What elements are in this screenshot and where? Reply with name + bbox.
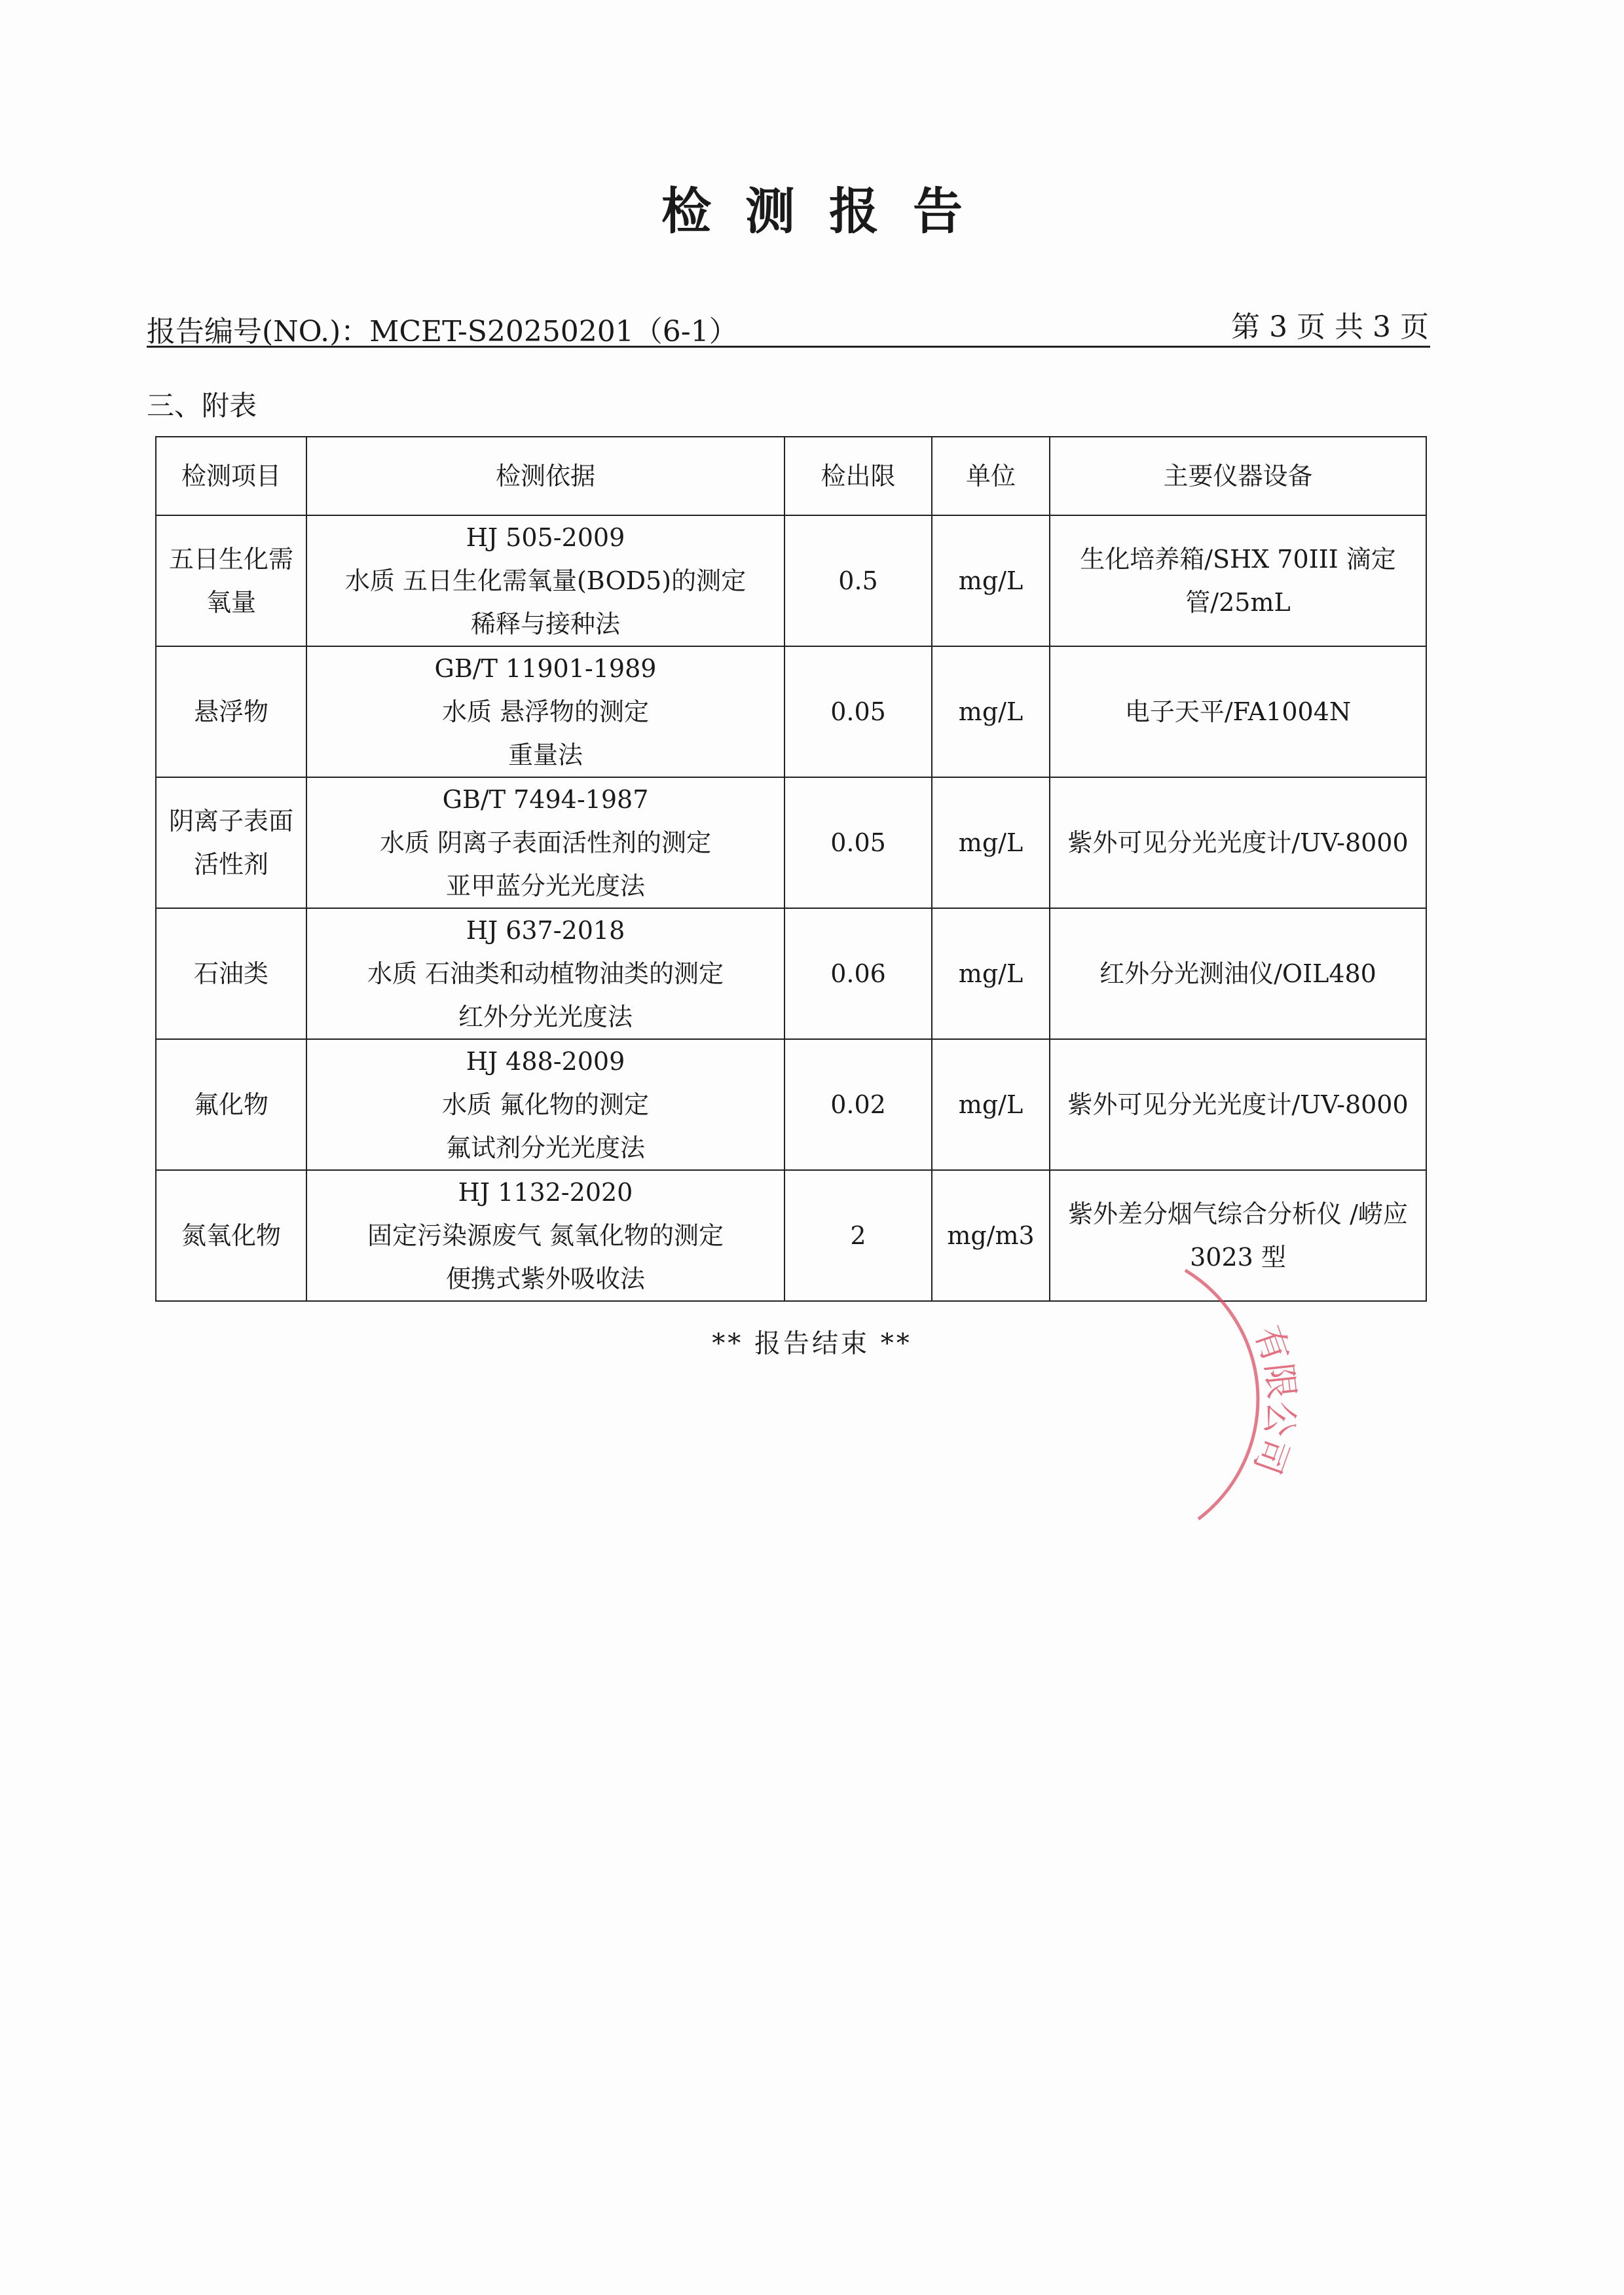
column-header: 主要仪器设备	[1050, 437, 1426, 515]
report-end-mark: ** 报告结束 **	[712, 1329, 912, 1359]
basis-line: 水质 阴离子表面活性剂的测定	[379, 828, 712, 857]
basis-line: GB/T 7494-1987	[442, 785, 649, 814]
limit-cell: 0.05	[784, 777, 932, 908]
equipment-cell: 电子天平/FA1004N	[1050, 646, 1426, 777]
equipment-cell: 紫外可见分光光度计/UV-8000	[1050, 1039, 1426, 1170]
basis-cell	[306, 515, 784, 646]
page-number: 第 3 页 共 3 页	[1231, 310, 1429, 344]
report-title: 检测报告	[661, 182, 997, 240]
basis-line: HJ 488-2009	[466, 1047, 625, 1076]
basis-cell	[306, 777, 784, 908]
unit-cell: mg/L	[932, 646, 1050, 777]
equipment-cell: 红外分光测油仪/OIL480	[1050, 908, 1426, 1039]
basis-cell	[306, 908, 784, 1039]
unit-cell: mg/L	[932, 777, 1050, 908]
basis-line: 水质 五日生化需氧量(BOD5)的测定	[344, 566, 747, 595]
basis-line: 固定污染源废气 氮氧化物的测定	[367, 1221, 724, 1250]
basis-line: 亚甲蓝分光光度法	[445, 872, 645, 900]
item-cell: 阴离子表面活性剂	[156, 777, 306, 908]
basis-line: 水质 氟化物的测定	[441, 1090, 650, 1119]
basis-line: 水质 石油类和动植物油类的测定	[367, 959, 724, 988]
item-cell: 氟化物	[156, 1039, 306, 1170]
table-row	[156, 777, 1426, 908]
equipment-cell: 紫外差分烟气综合分析仪 /崂应 3023 型	[1050, 1170, 1426, 1301]
basis-line: HJ 1132-2020	[458, 1178, 633, 1207]
basis-cell	[306, 1039, 784, 1170]
basis-line: HJ 505-2009	[466, 523, 625, 552]
unit-cell: mg/m3	[932, 1170, 1050, 1301]
basis-line: 稀释与接种法	[470, 610, 620, 638]
limit-cell: 0.5	[784, 515, 932, 646]
item-cell: 悬浮物	[156, 646, 306, 777]
equipment-cell: 紫外可见分光光度计/UV-8000	[1050, 777, 1426, 908]
basis-line: 水质 悬浮物的测定	[441, 697, 650, 726]
table-row	[156, 646, 1426, 777]
basis-cell	[306, 646, 784, 777]
table-row	[156, 1039, 1426, 1170]
table-row	[156, 908, 1426, 1039]
seal-ring	[1185, 1270, 1258, 1519]
column-header: 检出限	[784, 437, 932, 515]
basis-line: GB/T 11901-1989	[434, 654, 657, 683]
basis-line: HJ 637-2018	[466, 916, 625, 945]
header-rule	[147, 346, 1430, 348]
seal-text: 有限公司	[1246, 1320, 1303, 1480]
limit-cell: 0.05	[784, 646, 932, 777]
basis-line: 重量法	[507, 741, 583, 769]
basis-cell	[306, 1170, 784, 1301]
item-cell: 五日生化需氧量	[156, 515, 306, 646]
unit-cell: mg/L	[932, 1039, 1050, 1170]
basis-line: 便携式紫外吸收法	[445, 1264, 645, 1293]
report-number: 报告编号(NO.)：MCET-S20250201（6-1）	[147, 315, 738, 348]
section-title: 三、附表	[147, 390, 257, 422]
basis-line: 氟试剂分光光度法	[445, 1133, 645, 1162]
limit-cell: 0.06	[784, 908, 932, 1039]
unit-cell: mg/L	[932, 908, 1050, 1039]
column-header: 单位	[932, 437, 1050, 515]
limit-cell: 2	[784, 1170, 932, 1301]
table-row	[156, 515, 1426, 646]
appendix-table	[155, 436, 1427, 1302]
unit-cell: mg/L	[932, 515, 1050, 646]
limit-cell: 0.02	[784, 1039, 932, 1170]
column-header: 检测项目	[156, 437, 306, 515]
column-header: 检测依据	[306, 437, 784, 515]
basis-line: 红外分光光度法	[458, 1002, 633, 1031]
company-seal-stamp	[1166, 1244, 1349, 1545]
equipment-cell: 生化培养箱/SHX 70III 滴定管/25mL	[1050, 515, 1426, 646]
item-cell: 氮氧化物	[156, 1170, 306, 1301]
item-cell: 石油类	[156, 908, 306, 1039]
table-header-row	[156, 437, 1426, 515]
